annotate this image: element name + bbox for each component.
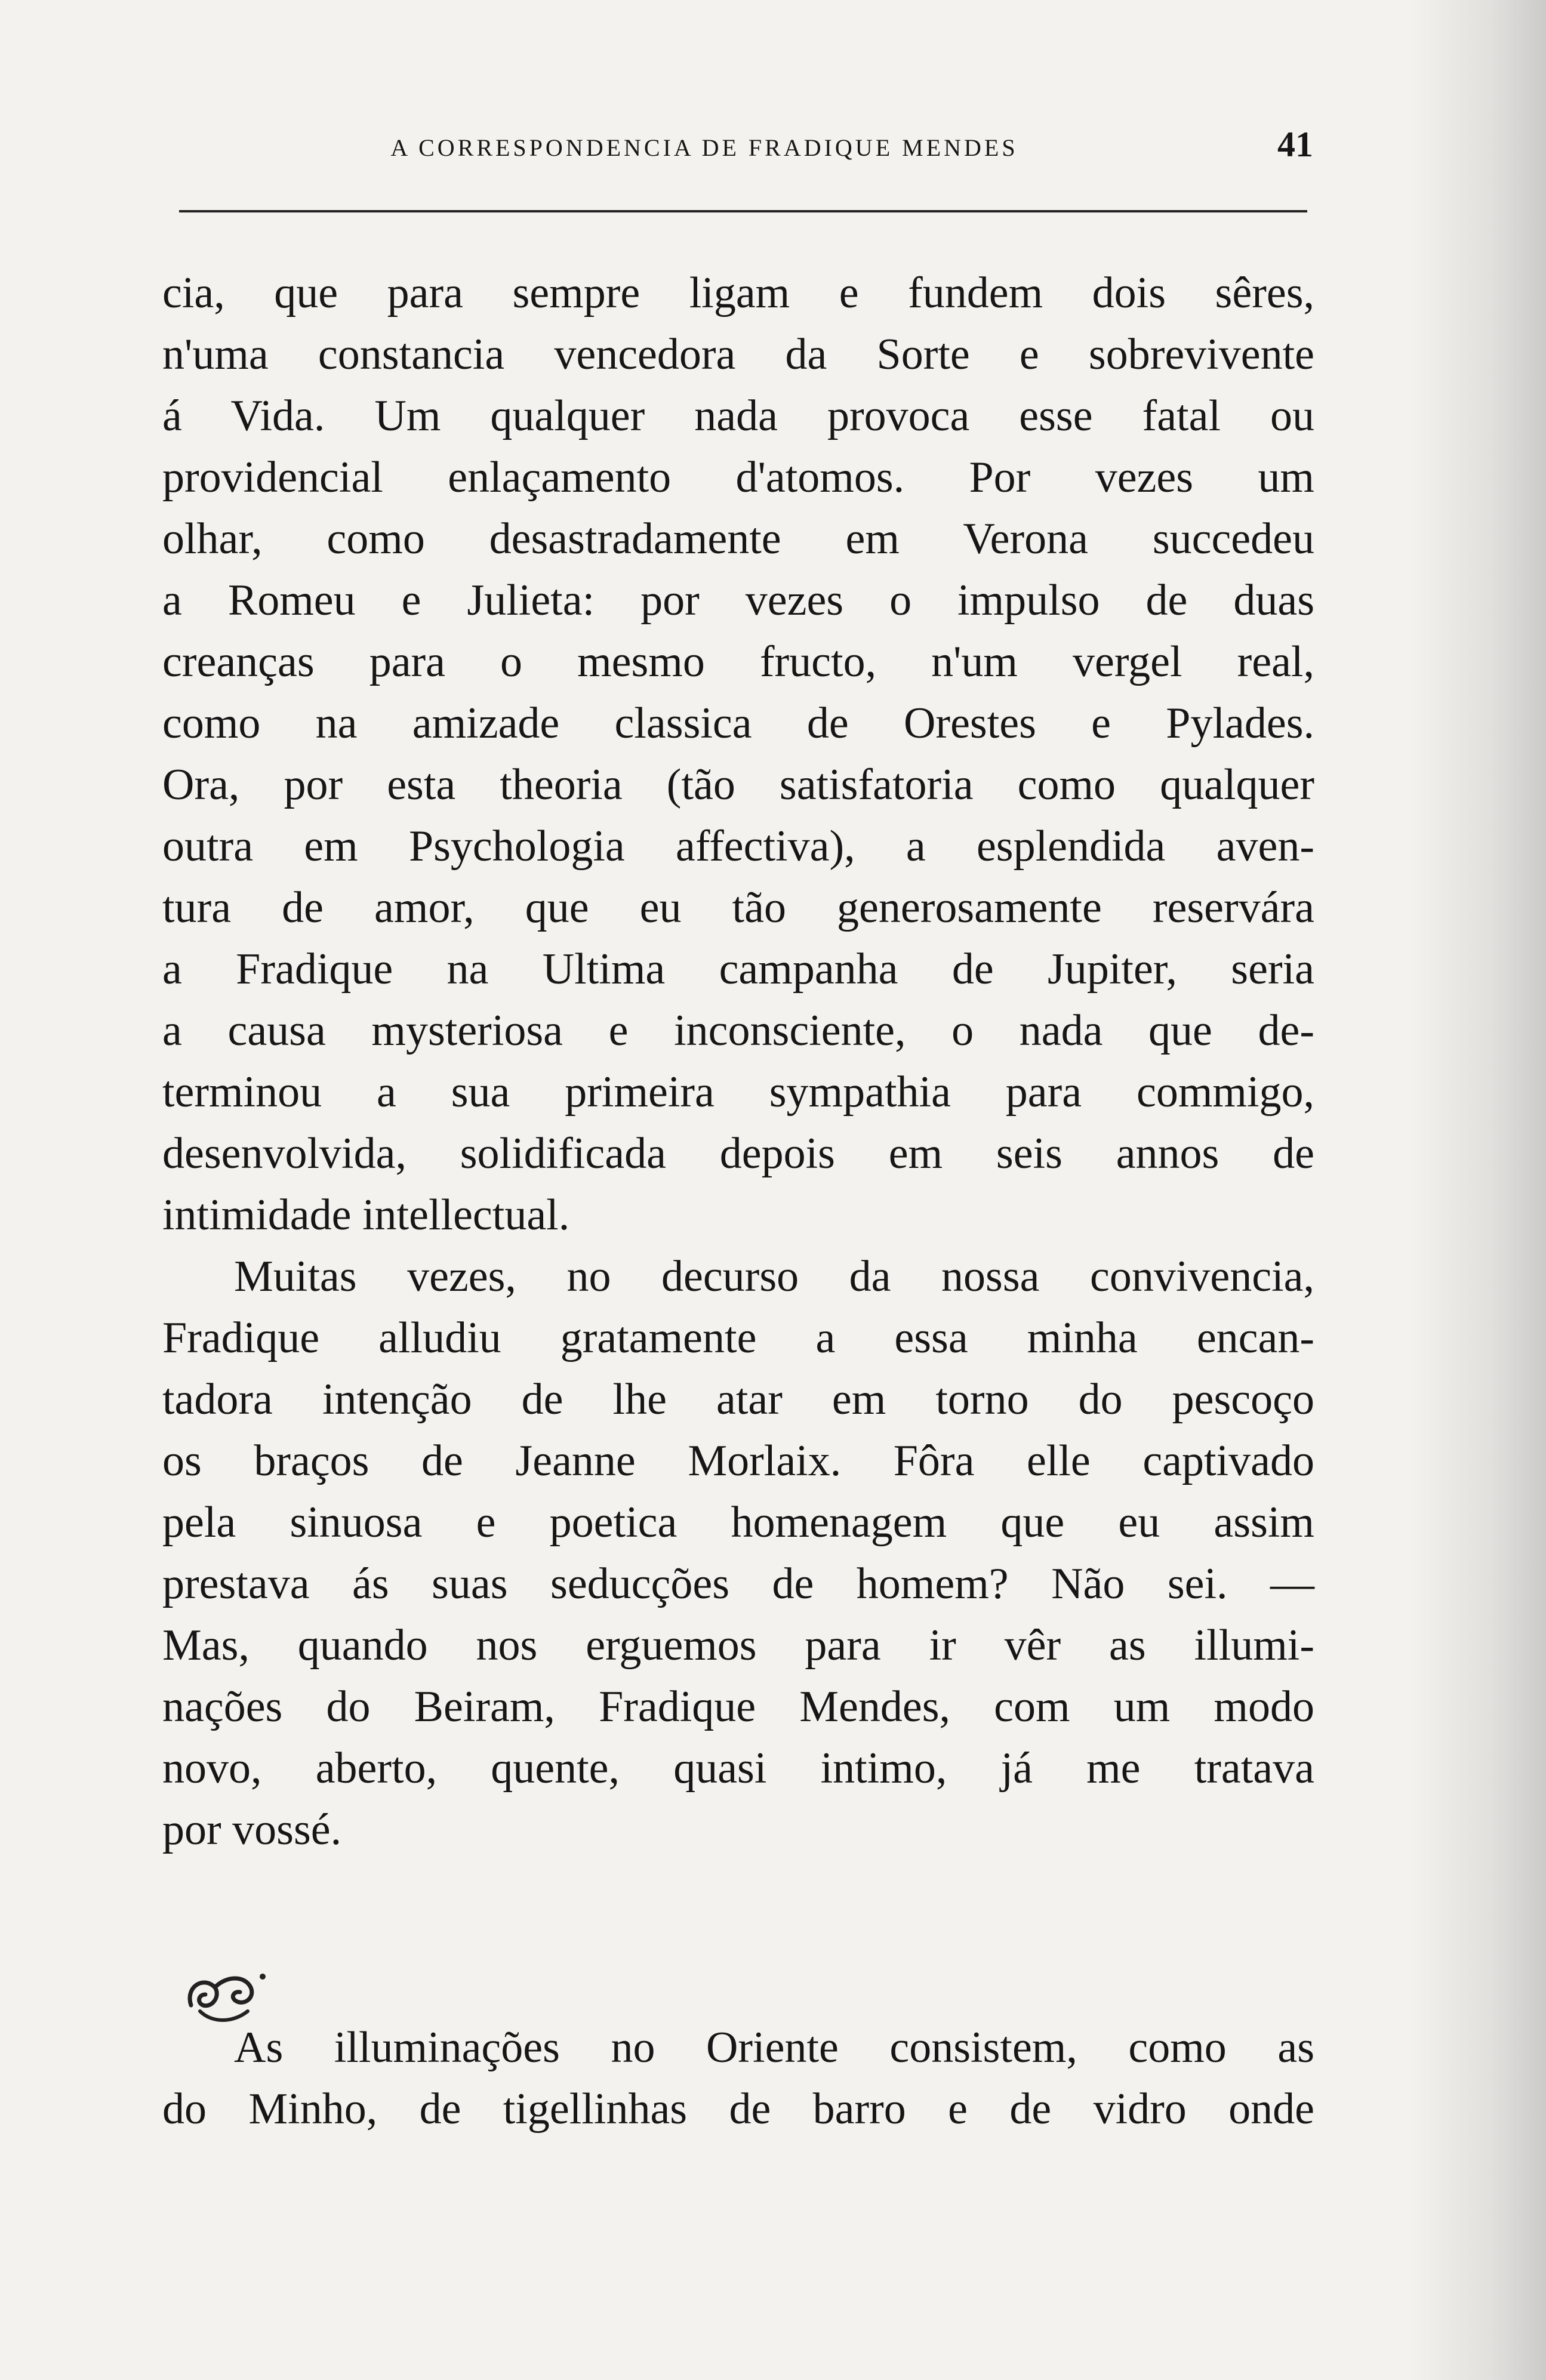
text-line: outra em Psychologia affectiva), a esplendida aven- [162, 822, 1314, 871]
text-line: cia, que para sempre ligam e fundem dois sêres, [162, 269, 1314, 317]
running-header [167, 119, 1313, 173]
paragraph-2 [162, 1246, 1314, 1861]
text-line: olhar, como desastradamente em Verona succedeu [162, 514, 1314, 563]
text-line: Fradique alludiu gratamente a essa minha encan- [162, 1314, 1314, 1362]
text-line: por vossé. [162, 1805, 342, 1854]
text-line: tura de amor, que eu tão generosamente reservára [162, 883, 1314, 932]
text-line: á Vida. Um qualquer nada provoca esse fatal ou [162, 391, 1314, 440]
text-line: a causa mysteriosa e inconsciente, o nada que de- [162, 1006, 1314, 1055]
text-line: prestava ás suas seducções de homem? Não sei. — [162, 1559, 1314, 1608]
text-line: a Romeu e Julieta: por vezes o impulso de duas [162, 576, 1314, 625]
text-line: creanças para o mesmo fructo, n'um vergel real, [162, 637, 1314, 686]
text-line: como na amizade classica de Orestes e Pylades. [162, 699, 1314, 748]
header-rule [179, 210, 1307, 212]
text-line: tadora intenção de lhe atar em torno do pescoço [162, 1375, 1314, 1424]
text-line: providencial enlaçamento d'atomos. Por vezes um [162, 453, 1314, 502]
text-line: nações do Beiram, Fradique Mendes, com um modo [162, 1682, 1314, 1731]
paragraph-3 [162, 2017, 1314, 2140]
text-line: Muitas vezes, no decurso da nossa convivencia, [234, 1252, 1314, 1301]
text-line: Ora, por esta theoria (tão satisfatoria como qualquer [162, 760, 1314, 809]
text-line: pela sinuosa e poetica homenagem que eu assim [162, 1498, 1314, 1547]
text-line: Mas, quando nos erguemos para ir vêr as illumi- [162, 1621, 1314, 1670]
running-title: A CORRESPONDENCIA DE FRADIQUE MENDES [390, 134, 1018, 161]
text-line: As illuminações no Oriente consistem, como as [234, 2023, 1314, 2072]
text-line: desenvolvida, solidificada depois em seis annos de [162, 1129, 1314, 1178]
paragraph-1 [162, 263, 1314, 1246]
text-line: intimidade intellectual. [162, 1191, 570, 1240]
text-line: novo, aberto, quente, quasi intimo, já me tratava [162, 1744, 1314, 1793]
text-line: n'uma constancia vencedora da Sorte e sobrevivente [162, 330, 1314, 379]
page-edge-shadow [1409, 0, 1546, 2380]
page-number: 41 [1277, 125, 1313, 164]
text-line: a Fradique na Ultima campanha de Jupiter, seria [162, 945, 1314, 994]
text-line: os braços de Jeanne Morlaix. Fôra elle captivado [162, 1436, 1314, 1485]
text-line: terminou a sua primeira sympathia para commigo, [162, 1068, 1314, 1117]
text-line: do Minho, de tigellinhas de barro e de vidro onde [162, 2085, 1314, 2134]
body-text [162, 263, 1314, 1861]
